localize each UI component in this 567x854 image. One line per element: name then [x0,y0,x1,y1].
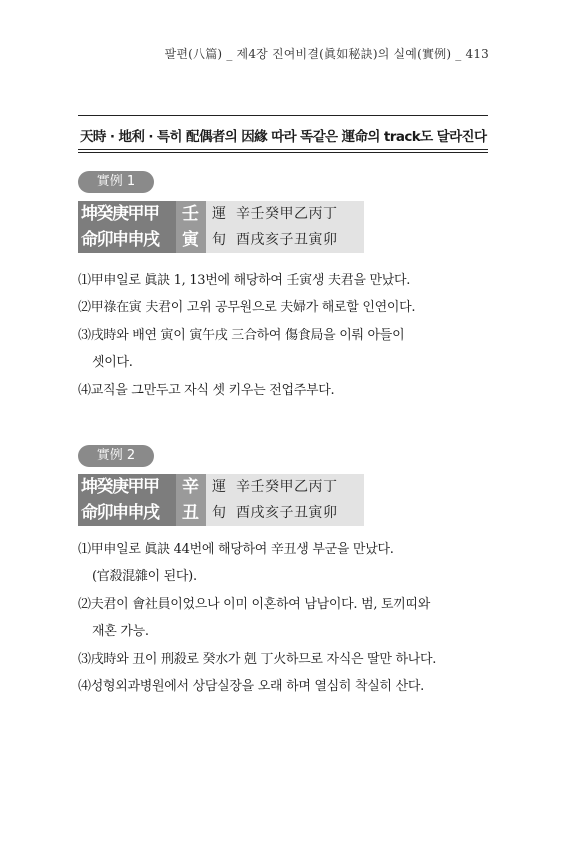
luck-stems: 辛壬癸甲乙丙丁 [236,479,338,495]
luck-label: 運 [212,206,226,222]
decade-label: 旬 [212,505,226,521]
day-branch: 寅 [182,230,199,250]
section-heading: 天時 · 地利 · 특히 配偶者의 因緣 따라 똑같은 運命의 track도 달라진다 [80,129,487,145]
case-1-line-3: ⑶戌時와 배연 寅이 寅午戌 三合하여 傷食局을 이뤄 아들이 [78,328,405,343]
luck-branches: 酉戌亥子丑寅卯 [236,505,338,521]
case-1-saju-chart [78,201,364,253]
case-1-line-2: ⑵甲祿在寅 夫君이 고위 공무원으로 夫婦가 해로할 인연이다. [78,300,416,315]
day-branch: 丑 [182,503,199,523]
case-1-line-1: ⑴甲申일로 眞訣 1, 13번에 해당하여 壬寅생 夫君을 만났다. [78,273,411,288]
earthly-branches: 命卯申申戌 [81,503,159,523]
decade-label: 旬 [212,232,226,248]
case-2-line-1-cont: (官殺混雜이 된다). [92,569,197,584]
case-2-saju-chart [78,474,364,526]
case-2-line-4: ⑷성형외과병원에서 상담실장을 오래 하며 열심히 착실히 산다. [78,679,424,694]
day-stem: 壬 [182,204,199,224]
case-2-line-1: ⑴甲申일로 眞訣 44번에 해당하여 辛丑생 부군을 만났다. [78,542,394,557]
heavenly-stems: 坤癸庚甲甲 [81,204,159,224]
luck-stems: 辛壬癸甲乙丙丁 [236,206,338,222]
luck-label: 運 [212,479,226,495]
case-1-line-4: ⑷교직을 그만두고 자식 셋 키우는 전업주부다. [78,383,335,398]
case-2-line-2: ⑵夫君이 會社員이었으나 이미 이혼하여 남남이다. 범, 토끼띠와 [78,597,431,612]
case-2-line-2-cont: 재혼 가능. [92,624,149,639]
case-1-line-3-cont: 셋이다. [92,355,133,370]
earthly-branches: 命卯申申戌 [81,230,159,250]
case-1-tag: 實例 1 [78,171,154,193]
running-header: 팔편(八篇) _ 제4장 진여비결(眞如秘訣)의 실예(實例) _ 413 [164,47,489,61]
case-2-line-3: ⑶戌時와 丑이 刑殺로 癸水가 剋 丁火하므로 자식은 딸만 하나다. [78,652,437,667]
day-stem: 辛 [182,477,199,497]
case-2-tag: 實例 2 [78,445,154,467]
section-heading-box [78,115,488,153]
luck-branches: 酉戌亥子丑寅卯 [236,232,338,248]
heavenly-stems: 坤癸庚甲甲 [81,477,159,497]
